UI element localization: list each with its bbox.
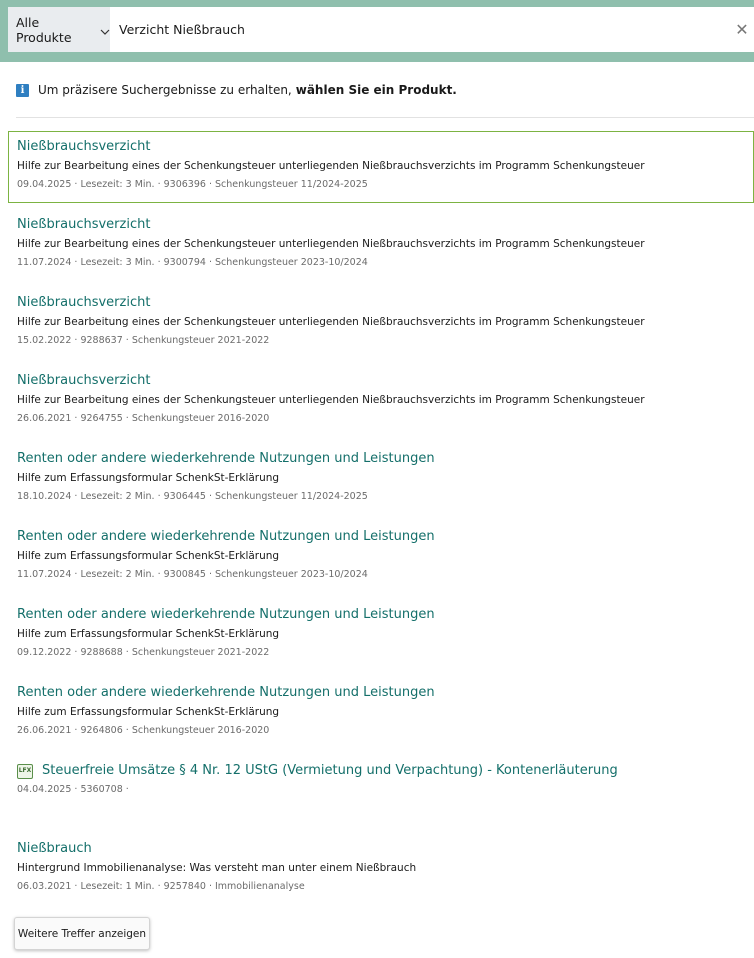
result-title[interactable]: Nießbrauchsverzicht bbox=[17, 217, 151, 232]
result-meta: 11.07.2024 · Lesezeit: 3 Min. · 9300794 · Schenkungsteuer 2023-10/2024 bbox=[17, 257, 368, 268]
result-item[interactable] bbox=[8, 131, 754, 203]
show-more-results-button[interactable]: Weitere Treffer anzeigen bbox=[14, 917, 150, 950]
result-title[interactable]: Renten oder andere wiederkehrende Nutzungen und Leistungen bbox=[17, 685, 435, 700]
result-title[interactable]: Renten oder andere wiederkehrende Nutzungen und Leistungen bbox=[17, 529, 435, 544]
result-description: Hilfe zum Erfassungsformular SchenkSt-Erklärung bbox=[17, 472, 280, 484]
result-meta: 04.04.2025 · 5360708 · bbox=[17, 784, 129, 795]
product-dropdown[interactable] bbox=[8, 7, 110, 52]
result-title-row[interactable] bbox=[17, 762, 753, 780]
result-item[interactable] bbox=[8, 755, 754, 805]
result-item[interactable] bbox=[8, 833, 754, 905]
result-meta: 18.10.2024 · Lesezeit: 2 Min. · 9306445 · Schenkungsteuer 11/2024-2025 bbox=[17, 491, 368, 502]
result-item[interactable] bbox=[8, 209, 754, 281]
hint-select-product-link[interactable]: wählen Sie ein Produkt. bbox=[295, 83, 457, 97]
result-item[interactable] bbox=[8, 365, 754, 437]
result-meta: 11.07.2024 · Lesezeit: 2 Min. · 9300845 · Schenkungsteuer 2023-10/2024 bbox=[17, 569, 368, 580]
clear-search-button[interactable] bbox=[730, 7, 754, 52]
result-item[interactable] bbox=[8, 521, 754, 593]
result-meta: 15.02.2022 · 9288637 · Schenkungsteuer 2021-2022 bbox=[17, 335, 270, 346]
result-item[interactable] bbox=[8, 443, 754, 515]
product-hint bbox=[16, 82, 457, 98]
chevron-down-icon bbox=[100, 25, 110, 35]
result-description: Hintergrund Immobilienanalyse: Was versteht man unter einem Nießbrauch bbox=[17, 862, 417, 874]
result-description: Hilfe zum Erfassungsformular SchenkSt-Erklärung bbox=[17, 706, 280, 718]
result-description: Hilfe zur Bearbeitung eines der Schenkungsteuer unterliegenden Nießbrauchsverzichts im Programm Schenkungsteuer bbox=[17, 238, 645, 250]
result-meta: 06.03.2021 · Lesezeit: 1 Min. · 9257840 · Immobilienanalyse bbox=[17, 881, 305, 892]
result-description: Hilfe zur Bearbeitung eines der Schenkungsteuer unterliegenden Nießbrauchsverzichts im Programm Schenkungsteuer bbox=[17, 394, 645, 406]
divider bbox=[16, 117, 754, 118]
search-input[interactable]: Verzicht Nießbrauch bbox=[119, 22, 245, 37]
result-meta: 09.12.2022 · 9288688 · Schenkungsteuer 2021-2022 bbox=[17, 647, 270, 658]
result-description: Hilfe zur Bearbeitung eines der Schenkungsteuer unterliegenden Nießbrauchsverzichts im Programm Schenkungsteuer bbox=[17, 160, 645, 172]
result-title[interactable]: Renten oder andere wiederkehrende Nutzungen und Leistungen bbox=[17, 607, 435, 622]
result-description: Hilfe zum Erfassungsformular SchenkSt-Erklärung bbox=[17, 550, 280, 562]
result-title[interactable]: Nießbrauchsverzicht bbox=[17, 139, 151, 154]
info-icon: i bbox=[16, 84, 29, 97]
result-title[interactable]: Steuerfreie Umsätze § 4 Nr. 12 UStG (Vermietung und Verpachtung) - Kontenerläuterung bbox=[42, 763, 618, 778]
result-title[interactable]: Renten oder andere wiederkehrende Nutzungen und Leistungen bbox=[17, 451, 435, 466]
result-meta: 26.06.2021 · 9264806 · Schenkungsteuer 2016-2020 bbox=[17, 725, 270, 736]
result-description: Hilfe zum Erfassungsformular SchenkSt-Erklärung bbox=[17, 628, 280, 640]
result-meta: 26.06.2021 · 9264755 · Schenkungsteuer 2016-2020 bbox=[17, 413, 270, 424]
search-bar bbox=[8, 7, 754, 52]
result-item[interactable] bbox=[8, 599, 754, 671]
close-icon: ✕ bbox=[735, 20, 749, 39]
result-description: Hilfe zur Bearbeitung eines der Schenkungsteuer unterliegenden Nießbrauchsverzichts im Programm Schenkungsteuer bbox=[17, 316, 645, 328]
product-dropdown-label: Alle Produkte bbox=[16, 14, 72, 45]
result-item[interactable] bbox=[8, 677, 754, 749]
result-title[interactable]: Nießbrauchsverzicht bbox=[17, 295, 151, 310]
result-item[interactable] bbox=[8, 287, 754, 359]
search-header bbox=[0, 0, 754, 62]
result-meta: 09.04.2025 · Lesezeit: 3 Min. · 9306396 · Schenkungsteuer 11/2024-2025 bbox=[17, 179, 368, 190]
hint-text: Um präzisere Suchergebnisse zu erhalten, bbox=[38, 83, 292, 97]
lfx-document-icon: LFX bbox=[17, 764, 33, 779]
result-title[interactable]: Nießbrauch bbox=[17, 841, 92, 856]
result-title[interactable]: Nießbrauchsverzicht bbox=[17, 373, 151, 388]
